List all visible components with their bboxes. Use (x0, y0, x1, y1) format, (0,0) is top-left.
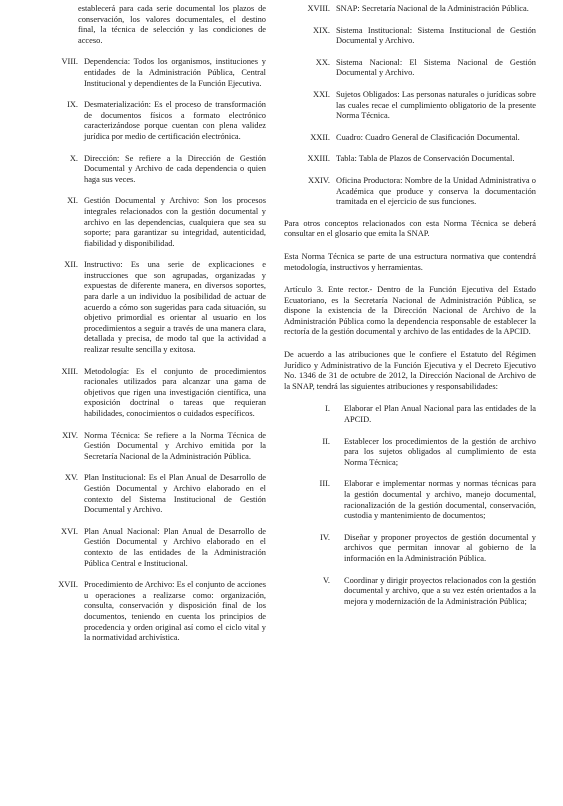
item-text: Elaborar el Plan Anual Nacional para las entidades de la APCID. (344, 404, 536, 425)
item-number: XVIII. (307, 4, 330, 13)
list-item (284, 576, 536, 608)
item-number: II. (322, 436, 330, 446)
item-text: Gestión Documental y Archivo: Son los procesos integrales relacionados con la gestión documental y archivo en las dependencias, cualquiera que sea su soporte; para garantizar su integridad, autenticidad, fiabilidad y disponibilidad. (84, 196, 266, 248)
item-number: VIII. (61, 57, 78, 67)
continued-paragraph: establecerá para cada serie documental los plazos de conservación, los valores documentales, el destino final, la técnica de selección y las condiciones de acceso. (78, 4, 266, 45)
list-item (284, 133, 536, 144)
definition-list-left (30, 57, 266, 643)
item-number: IX. (67, 100, 78, 110)
item-number: XXIV. (308, 175, 330, 185)
item-number: XXIII. (307, 154, 330, 164)
item-number: XV. (64, 473, 78, 483)
list-item (284, 90, 536, 122)
item-number: XIV. (62, 430, 78, 440)
list-item (30, 260, 266, 355)
list-item (284, 437, 536, 469)
item-number: I. (325, 404, 330, 414)
item-number: X. (69, 153, 78, 163)
list-item (284, 176, 536, 208)
item-text: Plan Anual Nacional: Plan Anual de Desarrollo de Gestión Documental y Archivo elaborado en el contexto de las entidades de la Administración Pública Central e Institucional. (84, 526, 266, 568)
item-number: XIX. (313, 25, 330, 35)
item-text: Plan Institucional: Es el Plan Anual de Desarrollo de Gestión Documental y Archivo elaborado en el contexto del Sistema Institucional de Gestión Documental y Archivo. (84, 473, 266, 515)
item-text: Instructivo: Es una serie de explicaciones e instrucciones que son agrupadas, organizadas y expuestas de diferente manera, en diversos soportes, para darle a un individuo la posibilidad de actuar de acuerdo a cómo son sugeridas para cada situación, su objetivo primordial es orientar al usuario en los procedimientos a seguir a través de una manera clara, detallada y precisa, de modo tal que la actividad a realizar resulte sencilla y exitosa. (84, 260, 266, 355)
item-number: XX. (315, 57, 330, 67)
list-item (284, 154, 536, 165)
list-item (30, 473, 266, 515)
item-number: XVII. (58, 580, 78, 590)
item-text: Sistema Institucional: Sistema Institucional de Gestión Documental y Archivo. (336, 25, 536, 46)
list-item (30, 431, 266, 463)
item-text: Sujetos Obligados: Las personas naturales o jurídicas sobre las cuales recae el cumplimiento obligatorio de la presente Norma Técnica. (336, 89, 536, 121)
list-item (284, 479, 536, 521)
item-text: Norma Técnica: Se refiere a la Norma Técnica de Gestión Documental y Archivo emitida por la Secretaría Nacional de la Administración Pública. (84, 430, 266, 461)
item-number: XVI. (61, 526, 78, 536)
definition-list-right (284, 4, 536, 208)
item-text: Dependencia: Todos los organismos, instituciones y entidades de la Administración Pública, Central Institucional y dependientes de la Función Ejecutiva. (84, 57, 266, 88)
item-number: III. (319, 479, 330, 489)
item-text: Cuadro: Cuadro General de Clasificación Documental. (336, 132, 520, 142)
item-text: Coordinar y dirigir proyectos relacionados con la gestión documental y archivo, que a su vez estén orientados a la mejora y modernización de la Administración Pública; (344, 575, 536, 606)
item-text: Elaborar e implementar normas y normas técnicas para la gestión documental y archivo, manejo documental, racionalización de la gestión documental, conservación, custodia y mantenimiento de documentos; (344, 479, 536, 521)
item-text: Desmaterialización: Es el proceso de transformación de documentos físicos a formato electrónico caracterizándose porque cuentan con plena validez jurídica por medio de certificación electrónica. (84, 100, 266, 141)
item-number: XXII. (310, 132, 330, 142)
list-item (284, 533, 536, 565)
item-text: Metodología: Es el conjunto de procedimientos racionales utilizados para alcanzar una gama de objetivos que rigen una investigación científica, una exposición doctrinal o tareas que requieran habilidades, conocimientos o cuidados específicos. (84, 366, 266, 418)
list-item (284, 404, 536, 425)
list-item (30, 580, 266, 644)
right-column (284, 4, 536, 618)
item-number: XXI. (313, 89, 330, 99)
item-text: Procedimiento de Archivo: Es el conjunto de acciones u operaciones a realizarse como: organización, consulta, conservación y disposición final de los documentos, teniendo en cuenta los principios de procedencia y orden original así como el ciclo vital y la normatividad archivística. (84, 580, 266, 643)
item-text: Dirección: Se refiere a la Dirección de Gestión Documental y Archivo de cada dependencia o quien haga sus veces. (84, 153, 266, 184)
item-text: Sistema Nacional: El Sistema Nacional de Gestión Documental y Archivo. (336, 57, 536, 78)
list-item (30, 196, 266, 249)
list-item (30, 154, 266, 186)
list-item (30, 367, 266, 420)
list-item (284, 4, 536, 15)
item-text: Diseñar y proponer proyectos de gestión documental y archivos que permitan innovar al gobierno de la información en la Administración Pública. (344, 532, 536, 563)
structure-note: Esta Norma Técnica se parte de una estructura normativa que contendrá metodología, instructivos y herramientas. (284, 251, 536, 272)
list-item (284, 58, 536, 79)
item-number: IV. (320, 532, 330, 542)
list-item (30, 57, 266, 89)
list-item (30, 100, 266, 142)
item-number: XIII. (61, 366, 78, 376)
item-number: XI. (67, 196, 78, 206)
item-text: Establecer los procedimientos de la gestión de archivo para los sujetos obligados al cumplimiento de esta Norma Técnica; (344, 436, 536, 467)
attributions-list (284, 404, 536, 607)
item-text: Oficina Productora: Nombre de la Unidad Administrativa o Académica que produce y conserva la documentación tramitada en el ejercicio de sus funciones. (336, 175, 536, 207)
list-item (284, 26, 536, 47)
attributions-intro: De acuerdo a las atribuciones que le confiere el Estatuto del Régimen Jurídico y Administrativo de la Función Ejecutiva y el Decreto Ejecutivo No. 1346 de 31 de octubre de 2012, la Dirección Nacional de Archivo de la SNAP, tendrá las siguientes atribuciones y responsabilidades: (284, 350, 536, 391)
item-text: SNAP: Secretaría Nacional de la Administración Pública. (336, 4, 529, 13)
article-3-paragraph: Artículo 3. Ente rector.- Dentro de la Función Ejecutiva del Estado Ecuatoriano, es la Secretaría Nacional de Administración Pública, se dispone la existencia de la Dirección Nacional de Archivo de la Administración Pública como la dependencia responsable de establecer la rectoría de la gestión documental y archivo de las entidades de la APCID. (284, 285, 536, 337)
item-number: V. (322, 575, 330, 585)
item-number: XII. (64, 260, 78, 270)
left-column (30, 4, 266, 655)
list-item (30, 527, 266, 569)
item-text: Tabla: Tabla de Plazos de Conservación Documental. (336, 154, 515, 164)
glossary-note: Para otros conceptos relacionados con esta Norma Técnica se deberá consultar en el glosario que emita la SNAP. (284, 218, 536, 239)
